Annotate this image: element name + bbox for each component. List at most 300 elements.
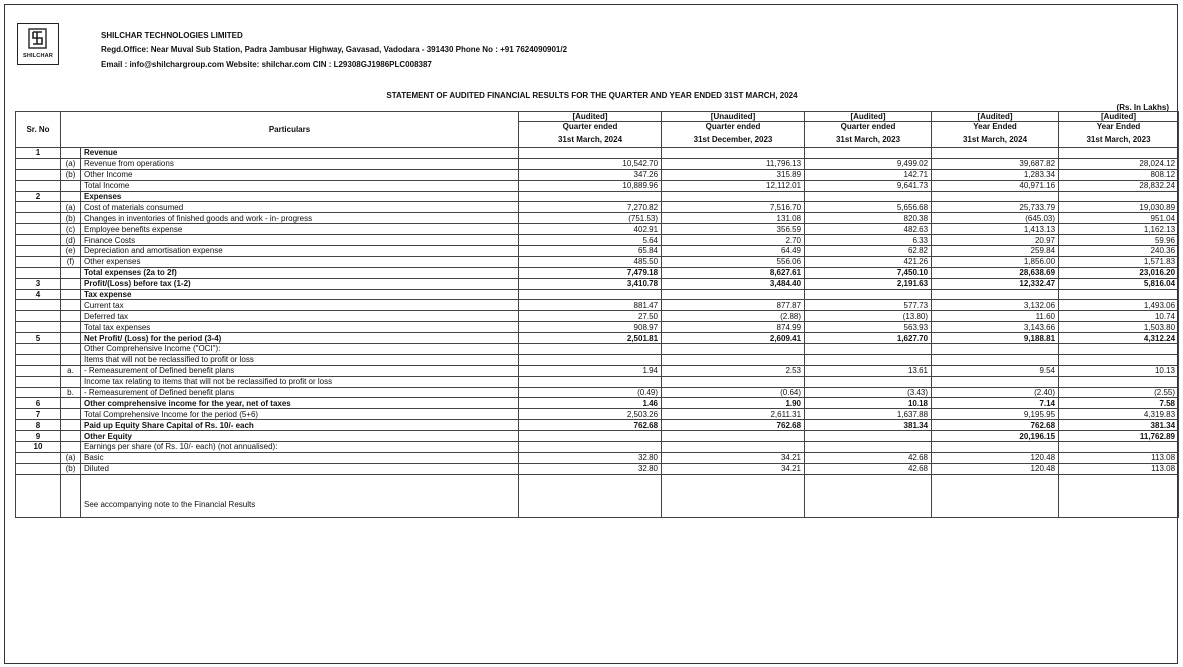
header-period: Quarter ended	[805, 122, 932, 132]
row-value: 28,638.69	[932, 267, 1059, 278]
header-date: 31st March, 2023	[805, 131, 932, 148]
header-status: [Audited]	[519, 112, 662, 122]
row-value: 64.49	[662, 246, 805, 257]
row-value	[662, 354, 805, 365]
row-value	[805, 191, 932, 202]
row-value: 120.48	[932, 452, 1059, 463]
table-row	[16, 365, 1179, 376]
row-value	[519, 354, 662, 365]
note-value	[1059, 474, 1179, 517]
row-particulars: Basic	[81, 452, 519, 463]
table-row	[16, 387, 1179, 398]
row-value: 13.61	[805, 365, 932, 376]
row-value	[932, 191, 1059, 202]
row-value	[662, 344, 805, 355]
row-value: 5.64	[519, 235, 662, 246]
row-sub	[61, 420, 81, 431]
row-srno	[16, 300, 61, 311]
row-value: 113.08	[1059, 452, 1179, 463]
row-sub	[61, 344, 81, 355]
row-value: 10.74	[1059, 311, 1179, 322]
row-value: 356.59	[662, 224, 805, 235]
table-row	[16, 191, 1179, 202]
row-value: (13.80)	[805, 311, 932, 322]
row-particulars: Net Profit/ (Loss) for the period (3-4)	[81, 333, 519, 344]
row-value: 10,889.96	[519, 180, 662, 191]
row-value	[805, 354, 932, 365]
row-value: 9.54	[932, 365, 1059, 376]
table-row	[16, 256, 1179, 267]
row-sub: (b)	[61, 169, 81, 180]
table-row	[16, 463, 1179, 474]
row-sub	[61, 148, 81, 159]
row-value: 62.82	[805, 246, 932, 257]
row-value: 2,611.31	[662, 409, 805, 420]
row-srno	[16, 224, 61, 235]
row-value: 12,332.47	[932, 278, 1059, 289]
row-value: 10.18	[805, 398, 932, 409]
table-row	[16, 180, 1179, 191]
statement-title: STATEMENT OF AUDITED FINANCIAL RESULTS FOR THE QUARTER AND YEAR ENDED 31ST MARCH, 2024	[386, 91, 798, 100]
row-value: 1.46	[519, 398, 662, 409]
row-value	[662, 442, 805, 453]
row-value: 25,733.79	[932, 202, 1059, 213]
row-particulars: Other Income	[81, 169, 519, 180]
table-row	[16, 289, 1179, 300]
row-particulars: Revenue	[81, 148, 519, 159]
row-particulars: Diluted	[81, 463, 519, 474]
row-value: 11,796.13	[662, 158, 805, 169]
row-value	[1059, 148, 1179, 159]
table-row	[16, 311, 1179, 322]
row-value: 120.48	[932, 463, 1059, 474]
row-value: 3,132.06	[932, 300, 1059, 311]
row-value: 8,627.61	[662, 267, 805, 278]
table-row	[16, 267, 1179, 278]
row-value	[662, 376, 805, 387]
row-value: 3,143.66	[932, 322, 1059, 333]
row-value	[932, 148, 1059, 159]
row-value: 32.80	[519, 463, 662, 474]
row-value: 315.89	[662, 169, 805, 180]
row-srno	[16, 202, 61, 213]
row-value: 951.04	[1059, 213, 1179, 224]
row-srno	[16, 213, 61, 224]
row-sub: (e)	[61, 246, 81, 257]
row-value	[805, 442, 932, 453]
table-row	[16, 333, 1179, 344]
header-date: 31st March, 2024	[932, 131, 1059, 148]
header-date: 31st March, 2023	[1059, 131, 1179, 148]
note-row	[16, 474, 1179, 517]
row-sub	[61, 191, 81, 202]
row-srno: 5	[16, 333, 61, 344]
table-row	[16, 202, 1179, 213]
header-period: Quarter ended	[662, 122, 805, 132]
row-value: 10.13	[1059, 365, 1179, 376]
row-value: (751.53)	[519, 213, 662, 224]
row-value: 7.58	[1059, 398, 1179, 409]
row-value	[519, 191, 662, 202]
row-particulars: Income tax relating to items that will not be reclassified to profit or loss	[81, 376, 519, 387]
row-value: 1,493.06	[1059, 300, 1179, 311]
row-sub	[61, 333, 81, 344]
row-value: 381.34	[805, 420, 932, 431]
row-sub: a.	[61, 365, 81, 376]
financial-results-table	[15, 111, 1179, 518]
row-value: 9,641.73	[805, 180, 932, 191]
row-value: 10,542.70	[519, 158, 662, 169]
row-srno	[16, 452, 61, 463]
row-particulars: Revenue from operations	[81, 158, 519, 169]
row-sub: b.	[61, 387, 81, 398]
row-value: 19,030.89	[1059, 202, 1179, 213]
row-value: 20,196.15	[932, 431, 1059, 442]
header-period: Year Ended	[932, 122, 1059, 132]
row-value: 4,312.24	[1059, 333, 1179, 344]
row-value: 1.90	[662, 398, 805, 409]
row-value: 131.08	[662, 213, 805, 224]
row-srno	[16, 256, 61, 267]
table-row	[16, 354, 1179, 365]
row-srno	[16, 387, 61, 398]
row-value: 1.94	[519, 365, 662, 376]
row-value	[519, 148, 662, 159]
row-value	[932, 376, 1059, 387]
header-status: [Audited]	[805, 112, 932, 122]
row-value: 2.70	[662, 235, 805, 246]
row-sub	[61, 409, 81, 420]
note-value	[805, 474, 932, 517]
row-particulars: Profit/(Loss) before tax (1-2)	[81, 278, 519, 289]
row-value: 23,016.20	[1059, 267, 1179, 278]
row-value: 421.26	[805, 256, 932, 267]
row-value: 240.36	[1059, 246, 1179, 257]
row-value	[662, 148, 805, 159]
row-value: 577.73	[805, 300, 932, 311]
table-body	[16, 148, 1179, 518]
table-row	[16, 300, 1179, 311]
row-sub: (b)	[61, 463, 81, 474]
row-value: 7,516.70	[662, 202, 805, 213]
row-value: (3.43)	[805, 387, 932, 398]
company-logo-icon	[28, 28, 47, 49]
row-value: 877.87	[662, 300, 805, 311]
row-particulars: Total Comprehensive Income for the period (5+6)	[81, 409, 519, 420]
company-name: SHILCHAR TECHNOLOGIES LIMITED	[101, 31, 243, 40]
units-label: (Rs. In Lakhs)	[1116, 103, 1169, 112]
row-value	[1059, 191, 1179, 202]
row-value	[932, 354, 1059, 365]
row-value: 820.38	[805, 213, 932, 224]
row-value	[1059, 354, 1179, 365]
table-row	[16, 376, 1179, 387]
row-value: 762.68	[662, 420, 805, 431]
row-value: 142.71	[805, 169, 932, 180]
table-row	[16, 420, 1179, 431]
row-sub: (b)	[61, 213, 81, 224]
accompanying-note: See accompanying note to the Financial Results	[81, 474, 519, 517]
row-sub	[61, 289, 81, 300]
row-value	[519, 431, 662, 442]
row-value	[1059, 289, 1179, 300]
row-value: 9,195.95	[932, 409, 1059, 420]
row-value: 7,479.18	[519, 267, 662, 278]
row-value: (2.55)	[1059, 387, 1179, 398]
row-value: 2,191.63	[805, 278, 932, 289]
row-particulars: Employee benefits expense	[81, 224, 519, 235]
table-row	[16, 235, 1179, 246]
row-value: 59.96	[1059, 235, 1179, 246]
row-value: 482.63	[805, 224, 932, 235]
row-srno: 8	[16, 420, 61, 431]
row-value: 381.34	[1059, 420, 1179, 431]
row-value: (645.03)	[932, 213, 1059, 224]
row-value	[519, 344, 662, 355]
row-particulars: - Remeasurement of Defined benefit plans	[81, 387, 519, 398]
table-row	[16, 409, 1179, 420]
row-value: 34.21	[662, 463, 805, 474]
row-value: 12,112.01	[662, 180, 805, 191]
row-value: 9,499.02	[805, 158, 932, 169]
row-particulars: Other expenses	[81, 256, 519, 267]
row-value: 347.26	[519, 169, 662, 180]
row-srno	[16, 246, 61, 257]
row-value	[932, 344, 1059, 355]
row-value: (2.40)	[932, 387, 1059, 398]
row-sub	[61, 442, 81, 453]
row-srno	[16, 311, 61, 322]
row-value: 3,410.78	[519, 278, 662, 289]
header-srno: Sr. No	[16, 112, 61, 148]
company-contact: Email : info@shilchargroup.com Website: shilchar.com CIN : L29308GJ1986PLC008387	[101, 60, 432, 69]
table-row	[16, 398, 1179, 409]
row-value	[805, 431, 932, 442]
table-row	[16, 158, 1179, 169]
row-srno	[16, 267, 61, 278]
table-row	[16, 452, 1179, 463]
row-particulars: Depreciation and amortisation expense	[81, 246, 519, 257]
row-particulars: Cost of materials consumed	[81, 202, 519, 213]
table-row	[16, 213, 1179, 224]
note-value	[932, 474, 1059, 517]
table-row	[16, 278, 1179, 289]
row-value: (0.49)	[519, 387, 662, 398]
row-value: 27.50	[519, 311, 662, 322]
row-particulars: Other Comprehensive Income ("OCI"):	[81, 344, 519, 355]
table-row	[16, 322, 1179, 333]
row-value	[662, 191, 805, 202]
row-value: 874.99	[662, 322, 805, 333]
row-value	[1059, 344, 1179, 355]
row-value	[662, 289, 805, 300]
note-sub	[61, 474, 81, 517]
row-sub: (c)	[61, 224, 81, 235]
row-value: 42.68	[805, 463, 932, 474]
row-value	[519, 442, 662, 453]
note-srno	[16, 474, 61, 517]
row-value: (2.88)	[662, 311, 805, 322]
row-value: 908.97	[519, 322, 662, 333]
row-value	[1059, 442, 1179, 453]
row-value	[932, 289, 1059, 300]
table-row	[16, 169, 1179, 180]
row-value	[519, 376, 662, 387]
row-particulars: Other Equity	[81, 431, 519, 442]
row-value: 402.91	[519, 224, 662, 235]
row-value: 11.60	[932, 311, 1059, 322]
row-srno: 10	[16, 442, 61, 453]
row-value: 762.68	[932, 420, 1059, 431]
row-value: 6.33	[805, 235, 932, 246]
table-row	[16, 224, 1179, 235]
row-value: 39,687.82	[932, 158, 1059, 169]
row-value: 881.47	[519, 300, 662, 311]
row-sub	[61, 278, 81, 289]
row-value: (0.64)	[662, 387, 805, 398]
row-sub: (f)	[61, 256, 81, 267]
row-value: 7,270.82	[519, 202, 662, 213]
row-value: 563.93	[805, 322, 932, 333]
row-value: 1,627.70	[805, 333, 932, 344]
row-value	[932, 442, 1059, 453]
row-value: 2,503.26	[519, 409, 662, 420]
header-status: [Audited]	[1059, 112, 1179, 122]
row-particulars: - Remeasurement of Defined benefit plans	[81, 365, 519, 376]
row-value: 1,571.83	[1059, 256, 1179, 267]
row-value: 28,832.24	[1059, 180, 1179, 191]
row-value: 113.08	[1059, 463, 1179, 474]
row-sub	[61, 431, 81, 442]
row-particulars: Current tax	[81, 300, 519, 311]
row-value: 2,609.41	[662, 333, 805, 344]
row-value: 1,413.13	[932, 224, 1059, 235]
row-value: 1,856.00	[932, 256, 1059, 267]
row-particulars: Total tax expenses	[81, 322, 519, 333]
header-particulars: Particulars	[61, 112, 519, 148]
row-particulars: Items that will not be reclassified to profit or loss	[81, 354, 519, 365]
row-srno	[16, 235, 61, 246]
row-value: 3,484.40	[662, 278, 805, 289]
row-particulars: Earnings per share (of Rs. 10/- each) (not annualised):	[81, 442, 519, 453]
row-value: 7,450.10	[805, 267, 932, 278]
row-value: 485.50	[519, 256, 662, 267]
row-value: 4,319.83	[1059, 409, 1179, 420]
note-value	[519, 474, 662, 517]
row-value: 808.12	[1059, 169, 1179, 180]
row-particulars: Other comprehensive income for the year, net of taxes	[81, 398, 519, 409]
row-value: 28,024.12	[1059, 158, 1179, 169]
row-sub: (d)	[61, 235, 81, 246]
row-srno	[16, 463, 61, 474]
logo-text: SHILCHAR	[22, 53, 54, 59]
header-period: Quarter ended	[519, 122, 662, 132]
header-date: 31st December, 2023	[662, 131, 805, 148]
row-sub	[61, 180, 81, 191]
row-sub	[61, 376, 81, 387]
row-particulars: Tax expense	[81, 289, 519, 300]
row-srno	[16, 365, 61, 376]
header-date: 31st March, 2024	[519, 131, 662, 148]
row-value	[805, 344, 932, 355]
row-sub	[61, 311, 81, 322]
row-sub	[61, 354, 81, 365]
row-particulars: Paid up Equity Share Capital of Rs. 10/- each	[81, 420, 519, 431]
row-srno: 3	[16, 278, 61, 289]
row-sub	[61, 398, 81, 409]
row-particulars: Expenses	[81, 191, 519, 202]
row-value: 1,503.80	[1059, 322, 1179, 333]
table-row	[16, 442, 1179, 453]
row-srno: 1	[16, 148, 61, 159]
row-value: 34.21	[662, 452, 805, 463]
row-sub: (a)	[61, 158, 81, 169]
note-value	[662, 474, 805, 517]
row-value: 9,188.81	[932, 333, 1059, 344]
row-srno: 2	[16, 191, 61, 202]
row-srno	[16, 322, 61, 333]
row-value	[662, 431, 805, 442]
row-value: 762.68	[519, 420, 662, 431]
row-srno: 6	[16, 398, 61, 409]
row-value: 20.97	[932, 235, 1059, 246]
row-value: 1,283.34	[932, 169, 1059, 180]
row-value	[1059, 376, 1179, 387]
row-particulars: Changes in inventories of finished goods and work - in- progress	[81, 213, 519, 224]
row-sub	[61, 300, 81, 311]
row-srno	[16, 354, 61, 365]
row-srno	[16, 344, 61, 355]
row-srno	[16, 158, 61, 169]
row-value: 7.14	[932, 398, 1059, 409]
row-particulars: Deferred tax	[81, 311, 519, 322]
table-row	[16, 431, 1179, 442]
header-period: Year Ended	[1059, 122, 1179, 132]
header-status: [Audited]	[932, 112, 1059, 122]
row-value: 556.06	[662, 256, 805, 267]
row-sub: (a)	[61, 452, 81, 463]
row-value: 5,816.04	[1059, 278, 1179, 289]
row-value: 259.84	[932, 246, 1059, 257]
row-srno: 7	[16, 409, 61, 420]
row-particulars: Total expenses (2a to 2f)	[81, 267, 519, 278]
row-sub	[61, 267, 81, 278]
row-srno: 4	[16, 289, 61, 300]
row-value: 11,762.89	[1059, 431, 1179, 442]
row-value	[805, 376, 932, 387]
row-value	[519, 289, 662, 300]
company-address: Regd.Office: Near Muval Sub Station, Padra Jambusar Highway, Gavasad, Vadodara - 391430 Phone No : +91 7624090901/2	[101, 45, 568, 54]
row-sub: (a)	[61, 202, 81, 213]
row-srno	[16, 180, 61, 191]
row-particulars: Finance Costs	[81, 235, 519, 246]
row-value: 5,656.68	[805, 202, 932, 213]
header-status: [Unaudited]	[662, 112, 805, 122]
row-srno: 9	[16, 431, 61, 442]
row-value: 40,971.16	[932, 180, 1059, 191]
row-value: 2.53	[662, 365, 805, 376]
table-row	[16, 148, 1179, 159]
row-sub	[61, 322, 81, 333]
table-row	[16, 344, 1179, 355]
row-value	[805, 148, 932, 159]
row-particulars: Total Income	[81, 180, 519, 191]
row-value: 1,637.88	[805, 409, 932, 420]
row-value	[805, 289, 932, 300]
row-value: 42.68	[805, 452, 932, 463]
table-row	[16, 246, 1179, 257]
row-value: 32.80	[519, 452, 662, 463]
